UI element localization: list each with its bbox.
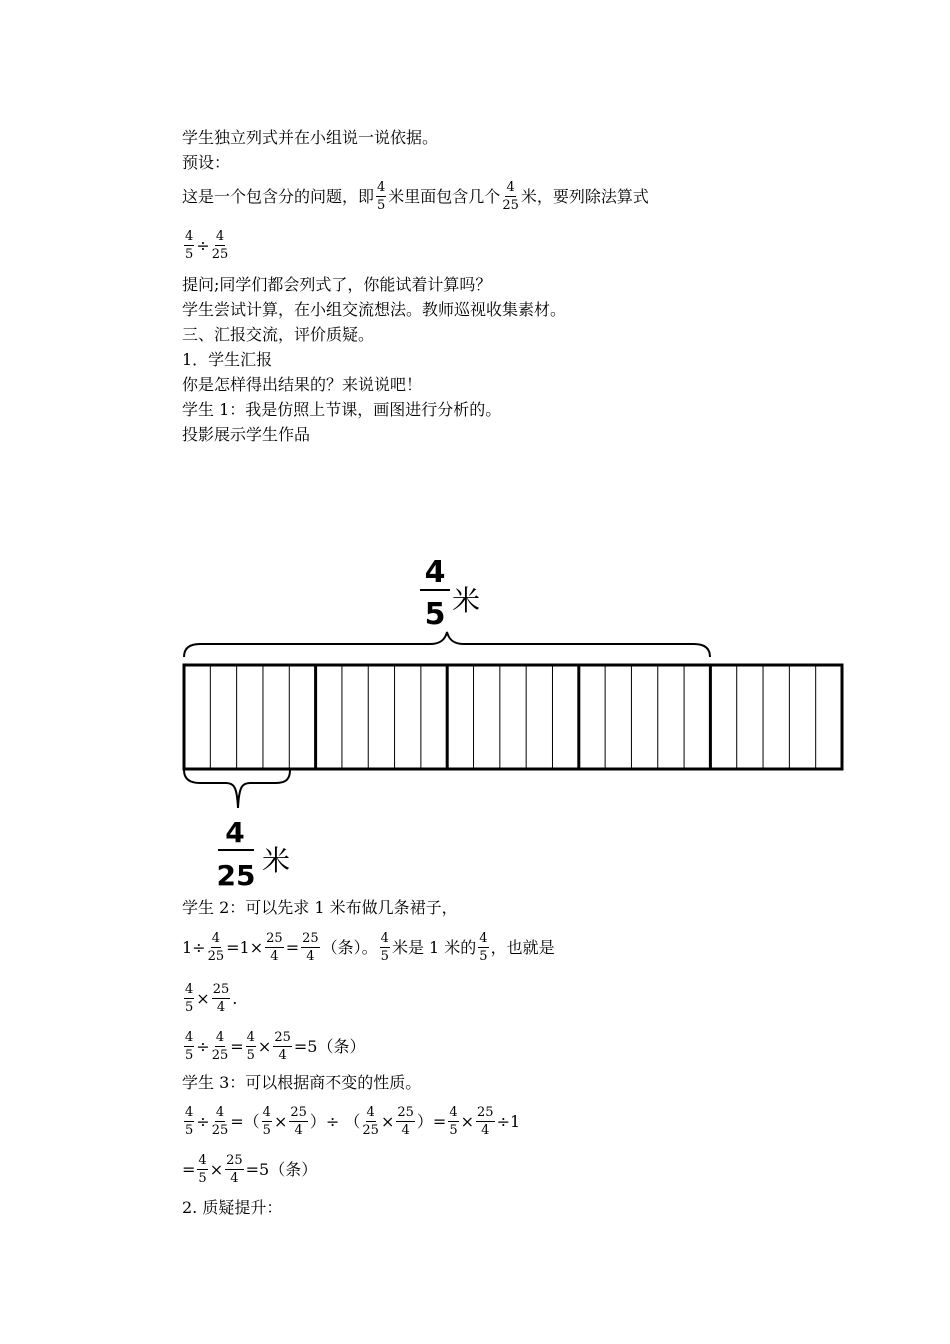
fraction: $\frac{4}{5}$ [262,1105,271,1138]
segment-diagram [0,520,950,900]
fraction: $\frac{4}{5}$ [377,180,386,213]
fraction: $\frac{25}{4}$ [290,1105,307,1138]
text-line-9: 你是怎样得出结果的？来说说吧！ [182,375,423,394]
text-line-11: 投影展示学生作品 [182,425,311,444]
fraction: $\frac{4}{5}$ [246,1030,255,1063]
fraction: $\frac{4}{25}$ [207,931,225,964]
fraction: $\frac{4}{5}$ [198,1153,207,1186]
text-line-1: 学生独立列式并在小组说一说依据。 [182,128,439,147]
fraction: $\frac{25}{4}$ [226,1153,243,1186]
fraction: $\frac{25}{4}$ [477,1105,494,1138]
fraction: $\frac{4}{25}$ [211,229,229,262]
section-heading: 三、汇报交流，评价质疑。 [182,325,375,344]
bottom-label-numerator: 4 [225,816,245,849]
text-line-10: 学生 1：我是仿照上节课，画图进行分析的。 [182,400,502,419]
fraction: $\frac{25}{4}$ [266,931,283,964]
student-2-calc-3: $\frac{4}{5}$ ÷ $\frac{4}{25}$ = $\frac{4}{5}$ × $\frac{25}{4}$ =5（条） [185,1030,366,1063]
text-line-3: 这是一个包含分的问题，即 $\frac{4}{5}$ 米里面包含几个 $\frac{4}{25}$ 米，要列除法算式 [182,180,649,213]
fraction: $\frac{4}{5}$ [479,931,488,964]
top-label-denominator: 5 [424,597,446,632]
fraction: $\frac{4}{5}$ [449,1105,458,1138]
fraction: $\frac{25}{4}$ [397,1105,414,1138]
grid-outline [184,665,842,769]
segment-grid [184,665,842,769]
fraction: $\frac{4}{5}$ [185,229,194,262]
fraction: $\frac{4}{25}$ [362,1105,379,1138]
fraction: $\frac{4}{5}$ [380,931,389,964]
text-line-5: 提问;同学们都会列式了，你能试着计算吗？ [182,275,492,294]
top-label-numerator: 4 [424,555,446,590]
student-3-calc-1: $\frac{4}{5}$ ÷ $\frac{4}{25}$ =（ $\frac{4}{5}$ × $\frac{25}{4}$ ） ÷ （ $\frac{4}{25}$ × $\frac{25}{4}$ ）= $\frac{4}{5}$ × $\frac{25}{4}$ ÷1 [185,1105,521,1138]
text-line-6: 学生尝试计算，在小组交流想法。教师巡视收集素材。 [182,300,567,319]
fraction: $\frac{4}{25}$ [211,1105,229,1138]
section-question: 2. 质疑提升： [182,1198,283,1217]
student-2-intro: 学生 2：可以先求 1 米布做几条裙子， [182,898,458,917]
fraction: $\frac{4}{25}$ [211,1030,229,1063]
text-line-2: 预设： [182,153,231,172]
student-2-calc-1: 1÷ $\frac{4}{25}$ =1× $\frac{25}{4}$ = $\frac{25}{4}$ （条）。 $\frac{4}{5}$ 米是 1 米的 $\frac{4}{5}$ ，也就是 [182,931,555,964]
student-3-intro: 学生 3：可以根据商不变的性质。 [182,1073,422,1092]
student-3-calc-2: = $\frac{4}{5}$ × $\frac{25}{4}$ =5（条） [182,1153,318,1186]
expression-line: $\frac{4}{5}$ ÷ $\frac{4}{25}$ [185,229,229,262]
fraction: $\frac{4}{5}$ [185,982,194,1015]
bottom-brace [184,770,290,808]
student-2-calc-2: $\frac{4}{5}$ × $\frac{25}{4}$ . [185,982,238,1015]
fraction: $\frac{25}{4}$ [302,931,319,964]
top-label-unit: 米 [452,584,481,617]
bottom-label-unit: 米 [262,844,291,877]
fraction: $\frac{25}{4}$ [274,1030,291,1063]
top-brace [184,632,710,657]
fraction: $\frac{4}{25}$ [502,180,519,213]
fraction: $\frac{4}{5}$ [185,1030,194,1063]
fraction: $\frac{4}{5}$ [185,1105,194,1138]
text-line-8: 1．学生汇报 [182,350,273,369]
fraction: $\frac{25}{4}$ [212,982,230,1015]
bottom-label-denominator: 25 [216,859,256,892]
